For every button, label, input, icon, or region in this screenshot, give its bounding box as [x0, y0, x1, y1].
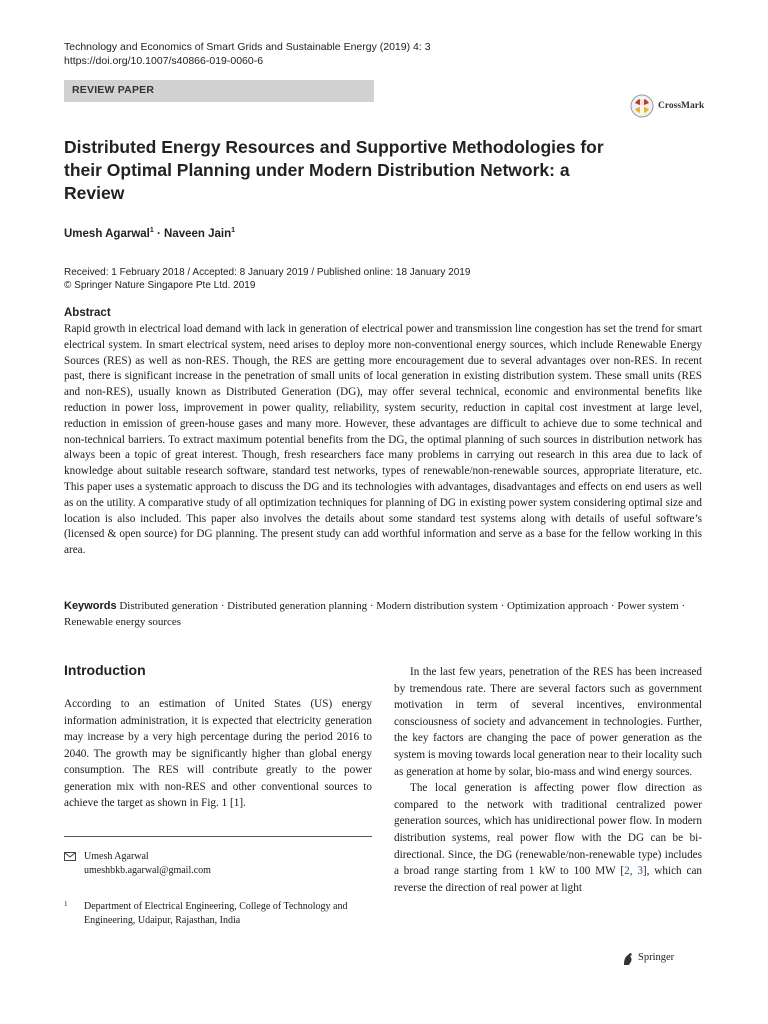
paragraph-text: The local generation is affecting power flow direction as compared to the network with traditional centralized power generation sources, which has unidirectional power flow. In modern distribution systems, real power flow with the DG can be bi-directional. Since, the DG (renewable/non-renewable type) includes a broad range starting from 1 kW to 100 MW [	[394, 782, 702, 878]
author-separator: ·	[156, 227, 161, 240]
publisher-logo	[622, 951, 704, 967]
keyword: Renewable energy sources	[64, 616, 182, 628]
author-affiliation-marker: 1	[231, 227, 236, 234]
copyright-notice: © Springer Nature Singapore Pte Ltd. 2019	[64, 280, 256, 291]
keywords-label: Keywords	[64, 600, 117, 612]
article-type-banner	[64, 80, 374, 102]
intro-paragraph	[394, 780, 702, 896]
journal-citation: Technology and Economics of Smart Grids and Sustainable Energy (2019) 4: 3	[64, 41, 431, 53]
corresponding-author-name: Umesh Agarwal	[84, 851, 149, 862]
section-heading-introduction: Introduction	[64, 662, 146, 678]
affiliation-text: Department of Electrical Engineering, College of Technology and Engineering, Udaipur, Rajasthan, India	[84, 901, 348, 926]
affiliation-marker: 1	[64, 900, 68, 908]
abstract-text: Rapid growth in electrical load demand with lack in generation of electrical power and transmission line congestion has set the trend for smart electrical system. In smart electrical system, need arises to deploy more non-conventional energy sources, which include Renewable Energy Sources (RES) as well as non-RES. Though, the RES are getting more encouragement due to several advantages over non-RES. In recent past, there is significant increase in the penetration of small units of local generation in existing distribution system. These small units (RES and non-RES), usually known as Distributed Generation (DG), may offer several technical, economic and environmental benefits like reduction in power loss, improvement in power quality, reliability, system security, reduction in capital cost investment at large level, reduction in emission of green-house gases and many more. However, these advantages are difficult to achieve due to some technical and non-technical barriers. To extract maximum potential benefits from the DG, the optimal planning of such sources in distribution network has always been a topic of great interest. Though, fresh researchers face many problems in carrying out research in this area due to lack of knowledge about suitable research software, standard test networks, types of renewable/non-renewable sources, appropriate literature, etc. This paper uses a systematic approach to discuss the DG and its technologies with advantages, disadvantages and effects on end users as well as on the utility. A comparative study of all optimization techniques for planning of DG in existing power system considering optimal size and location is also included. This paper also involves the details about some standard test systems along with details of useful software’s (licensed & open source) for DG planning. The present study can add worthful information and serve as a base for the fellow working in this area.	[64, 323, 702, 557]
keyword: Modern distribution system	[376, 600, 498, 612]
publisher-name: Springer	[638, 952, 675, 963]
intro-paragraph: In the last few years, penetration of the RES has been increased by tremendous rate. There are several factors such as government motivation in term of several incentives, environmental consciousness of society and advancement in technologies. Further, the key factors are changing the pace of power generation as the system is moving towards local generation near to their locality such as generation at home by solar, bio-mass and wind energy sources.	[394, 666, 702, 778]
intro-paragraph-left: According to an estimation of United States (US) energy information administration, it is expected that electricity generation may increase by a very high percentage during the period 2016 to 2040. The growth may be significantly higher than global energy consumption. The RES will contribute greatly to the power generation mix with non-RES and other conventional sources to achieve the target as shown in Fig. 1 [1].	[64, 698, 372, 809]
article-type-label: REVIEW PAPER	[72, 84, 155, 96]
keyword: Distributed generation planning	[227, 600, 368, 612]
corresponding-author-email[interactable]: umeshbkb.agarwal@gmail.com	[84, 865, 211, 876]
keyword: Optimization approach	[507, 600, 609, 612]
paragraph-text: ], which can reverse the direction of real power at light	[394, 865, 702, 894]
keyword-separator: ·	[608, 600, 618, 612]
author-name[interactable]: Umesh Agarwal	[64, 227, 150, 240]
keyword-separator: ·	[367, 600, 377, 612]
springer-horse-icon	[622, 952, 634, 966]
crossmark-label: CrossMark	[658, 101, 705, 111]
envelope-icon	[64, 852, 76, 861]
crossmark-icon	[630, 94, 654, 118]
footnote-divider	[64, 836, 372, 837]
author-name[interactable]: Naveen Jain	[164, 227, 232, 240]
intro-column-right	[394, 664, 702, 896]
keyword-separator: ·	[218, 600, 228, 612]
crossmark-badge[interactable]	[630, 94, 734, 120]
keyword: Power system	[617, 600, 679, 612]
keywords-line	[64, 598, 704, 630]
abstract-heading: Abstract	[64, 307, 111, 319]
keywords-list	[64, 600, 685, 628]
doi-link[interactable]: https://doi.org/10.1007/s40866-019-0060-6	[64, 55, 264, 67]
keyword: Distributed generation	[119, 600, 218, 612]
keyword-separator: ·	[678, 600, 686, 612]
author-affiliation-marker: 1	[149, 227, 154, 234]
publication-dates: Received: 1 February 2018 / Accepted: 8 January 2019 / Published online: 18 January 2019	[64, 267, 471, 278]
keyword-separator: ·	[497, 600, 508, 612]
citation-link[interactable]: 2, 3	[624, 865, 643, 878]
paper-title: Distributed Energy Resources and Supportive Methodologies for their Optimal Planning under Modern Distribution Network: a Review	[64, 137, 604, 203]
author-list	[64, 227, 235, 240]
